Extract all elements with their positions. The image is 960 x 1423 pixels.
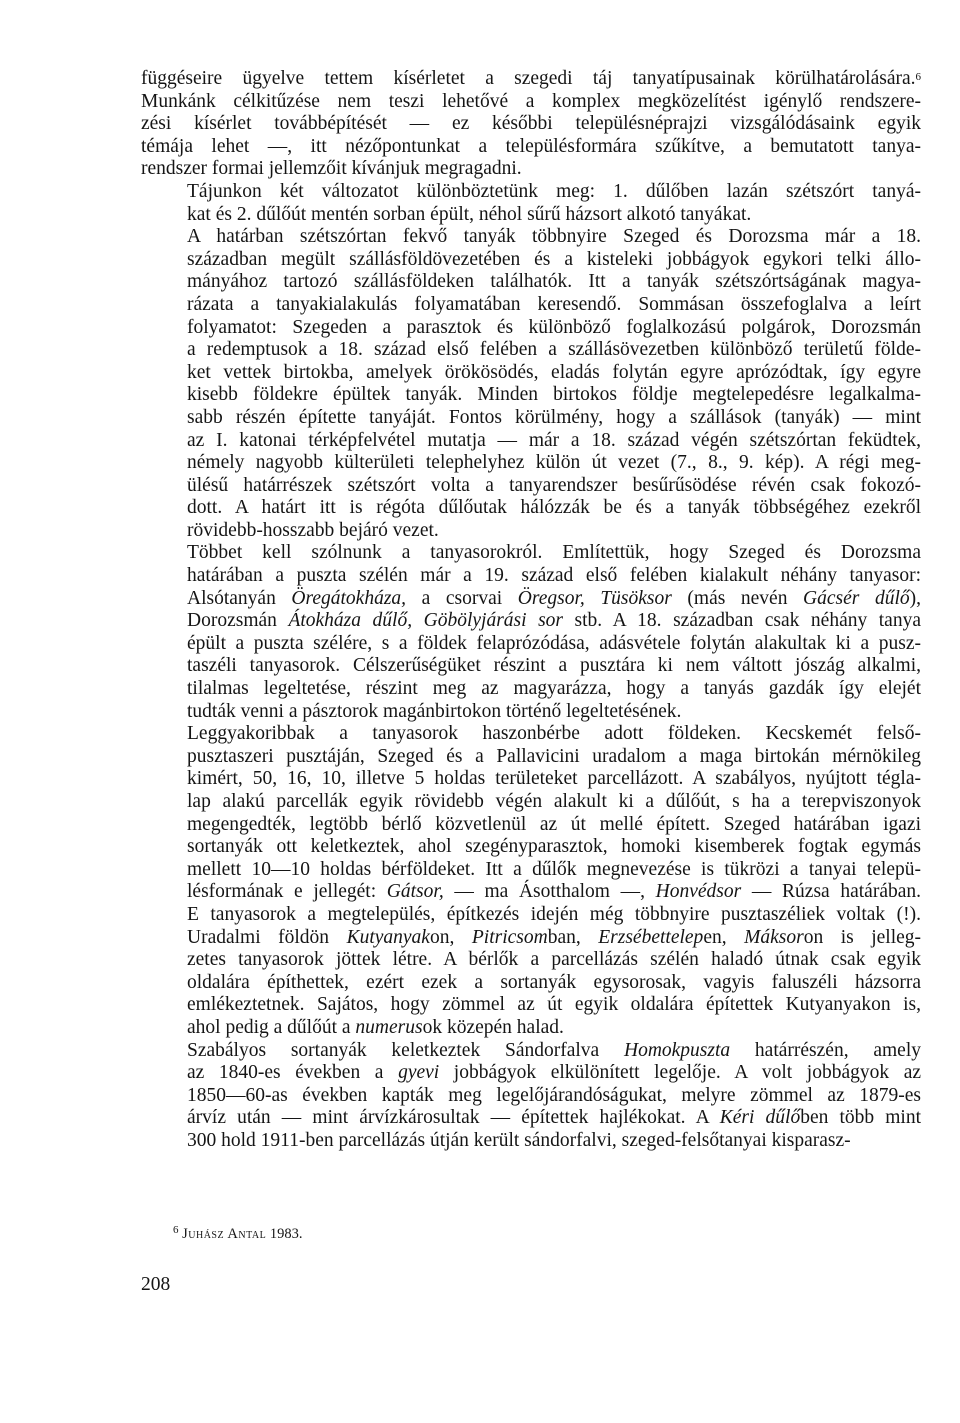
text-run: a csorvai (406, 587, 518, 609)
text-line (141, 972, 921, 995)
text-run: 300 hold 1911-ben parcellázás útján került sándorfalvi, szeged-felsőtanyai kisparasz- (187, 1129, 851, 1151)
text-run: Alsótanyán (187, 587, 292, 609)
text-line (141, 881, 921, 904)
text-run: en, (703, 926, 745, 948)
text-line (141, 565, 921, 588)
text-line (141, 1085, 921, 1108)
text-line (141, 542, 921, 565)
italic-term: Kéri dűlő (719, 1107, 801, 1129)
text-line (141, 701, 921, 724)
text-line (141, 655, 921, 678)
paragraph (141, 723, 921, 1039)
text-line (141, 317, 921, 340)
text-line (141, 294, 921, 317)
text-run: mellett 10—10 holdas bérföldeket. Itt a dűlők megnevezése is tükrözi a tanyai telepü- (187, 858, 921, 880)
text-line (141, 678, 921, 701)
text-run: épült a puszta szélére, s a földek felaprózódása, adásvétele folytán alakultak ki a pusz- (187, 632, 921, 654)
paragraph (141, 542, 921, 723)
text-line (141, 181, 921, 204)
footnote-author: Juhász Antal (182, 1226, 267, 1242)
text-run: mányához tartozó szállásföldeken találhatók. Itt a tanyák szétszórtságának magya- (187, 271, 921, 293)
text-line (141, 339, 921, 362)
text-line (141, 1040, 921, 1063)
text-line (141, 430, 921, 453)
italic-term: Pitricsom (471, 926, 548, 948)
text-run: on is jelleg- (803, 926, 922, 948)
italic-term: Erzsébettelep (598, 926, 704, 948)
paragraph (141, 226, 921, 542)
text-run: tudták venni a pásztorok magánbirtokon történő legeltetésének. (187, 700, 682, 722)
text-run: dott. A határt itt is régóta dűlőutak hálózzák be és a tanyák többségéhez ezekről (187, 497, 921, 519)
text-run: on, (429, 926, 472, 948)
text-run: stb. A 18. században csak néhány tanya (563, 610, 921, 632)
text-line (141, 1130, 921, 1153)
text-line (141, 768, 921, 791)
text-line (141, 226, 921, 249)
text-line (141, 249, 921, 272)
text-line (141, 362, 921, 385)
footnote (173, 1226, 303, 1243)
text-line (141, 452, 921, 475)
text-line (141, 814, 921, 837)
text-run: határrészén, amely (730, 1039, 921, 1061)
italic-term: Öregátokháza, (291, 587, 407, 609)
italic-term: Honvédsor (655, 881, 742, 903)
italic-term: gyevi (398, 1062, 440, 1084)
footnote-year: 1983. (269, 1226, 303, 1242)
text-line (141, 610, 921, 633)
text-line (141, 136, 921, 159)
text-run: sabb részén építette tanyáját. Fontos körülmény, hogy a szállások (tanyák) — mint (187, 406, 921, 428)
text-line (141, 994, 921, 1017)
text-run: rendszer formai jellemzőit kívánjuk megragadni. (141, 158, 522, 180)
text-run: ülésű határrészek szétszórt volta a tanyarendszer besűrűsödése révén csak fokozó- (187, 474, 921, 496)
paragraph (141, 68, 921, 181)
text-run: határában a puszta szélén már a 19. század első felében kialakult néhány tanyasor: (187, 565, 921, 587)
text-run: lésformának e jellegét: (187, 881, 387, 903)
text-line (141, 1017, 921, 1040)
text-line (141, 1062, 921, 1085)
italic-term: Homokpuszta (623, 1039, 731, 1061)
text-run: ahol pedig a dűlőút a (187, 1016, 356, 1038)
text-run: pusztaszeri pusztáján, Szeged és a Pallavicini uradalom a maga birtokán mérnökileg (187, 745, 921, 767)
text-run: az 1840-es években a (187, 1062, 399, 1084)
text-line (141, 633, 921, 656)
text-line (141, 791, 921, 814)
text-run: zési kísérlet továbbépítését — ez későbbi településnéprajzi vizsgálódásaink egyik (141, 113, 921, 135)
text-run: sortanyák ott keletkeztek, ahol szegényparasztok, homoki kisemberek fogtak egymás (187, 836, 921, 858)
text-run: (más nevén (671, 587, 804, 609)
text-run: ben több mint (800, 1107, 922, 1129)
text-run: — ma Ásotthalom —, (443, 881, 656, 903)
text-run: emlékeztetnek. Sajátos, hogy zömmel az út egyik oldalára építettek Kutyanyakon is, (187, 994, 921, 1016)
italic-term: Gátsor, (386, 881, 444, 903)
text-run: Leggyakoribbak a tanyasorok haszonbérbe adott földeken. Kecskemét felső- (187, 723, 921, 745)
text-run: lap alakú parcellák egyik rövidebb végén alakult ki a dűlőút, s ha a terepviszonyok (187, 791, 921, 812)
text-run: némely nagyobb külterületi telephelyhez külön út vezet (7., 8., 9. kép). A régi meg- (187, 452, 921, 474)
text-run: E tanyasorok a megtelepülés, építkezés idején még többnyire pusztaszéliek voltak (!). (187, 903, 921, 925)
text-run: ok közepén halad. (422, 1016, 564, 1038)
footnote-ref: 6 (915, 71, 921, 83)
text-run: Dorozsmán (187, 610, 289, 632)
text-line (141, 520, 921, 543)
italic-term: Kutyanyak (346, 926, 430, 948)
text-run: kisebb földekre épültek tanyák. Minden birtokos földje megtelepedésre legalkalma- (187, 384, 921, 406)
text-line (141, 723, 921, 746)
paragraph (141, 181, 921, 226)
text-run: a redemptusok a 18. század első felében a szállásövezetben különböző területű földe- (187, 339, 921, 361)
text-run: tilalmas legeltetése, részint meg az magyarázza, hogy a tanyás gazdák így elejét (187, 678, 921, 700)
text-run: megengedték, legtöbb bérlő közvetlenül az út mellé épített. Szeged határában igazi (187, 813, 921, 835)
text-line (141, 949, 921, 972)
text-line (141, 113, 921, 136)
text-line (141, 407, 921, 430)
text-run: rövidebb-hosszabb bejáró vezet. (187, 519, 439, 541)
text-run: Többet kell szólnunk a tanyasorokról. Említettük, hogy Szeged és Dorozsma (187, 542, 921, 564)
text-run: 1850—60-as években kapták meg legelőjárandóságukat, melyre zömmel az 1879-es (187, 1084, 921, 1106)
text-line (141, 904, 921, 927)
text-run: az I. katonai térképfelvétel mutatja — már a 18. század végén szétszórtan feküdtek, (187, 429, 921, 451)
text-run: században megült szállásföldövezetében és a kisteleki jobbágyok egykori telki állo- (187, 248, 921, 270)
text-run: jobbágyok elkülönített legelője. A volt jobbágyok az (439, 1062, 922, 1084)
text-line (141, 158, 921, 181)
text-run: rázata a tanyakialakulás folyamatában keresendő. Sommásan összefoglalva a leírt (187, 293, 921, 315)
text-line (141, 91, 921, 114)
text-line (141, 475, 921, 498)
italic-term: Gácsér dűlő (803, 587, 910, 609)
text-run: ket vettek birtokba, amelyek örökösödés, eladás folytán egyre aprózódtak, így egyre (187, 361, 921, 383)
text-line (141, 204, 921, 227)
text-line (141, 1107, 921, 1130)
text-run: ), (909, 587, 921, 609)
text-run: Munkánk célkitűzése nem teszi lehetővé a komplex megközelítést igénylő rendszere- (141, 90, 921, 112)
text-run: A határban szétszórtan fekvő tanyák többnyire Szeged és Dorozsma már a 18. (187, 226, 921, 248)
text-line (141, 927, 921, 950)
text-line (141, 836, 921, 859)
text-line (141, 497, 921, 520)
text-run: témája lehet —, itt nézőpontunkat a településformára szűkítve, a bemutatott tanya- (141, 135, 921, 157)
italic-term: Máksor (744, 926, 804, 948)
text-run: ban, (547, 926, 599, 948)
italic-term: numerus (355, 1016, 423, 1038)
text-run: Szabályos sortanyák keletkeztek Sándorfalva (187, 1039, 624, 1061)
italic-term: Öregsor, Tüsöksor (517, 587, 672, 609)
text-run: folyamatot: Szegeden a parasztok és különböző foglalkozású polgárok, Dorozsmán (187, 316, 921, 338)
main-text (141, 68, 921, 1153)
text-run: Tájunkon két változatot különböztetünk meg: 1. dűlőben lazán szétszórt tanyá- (187, 180, 921, 202)
text-line (141, 271, 921, 294)
text-run: Uradalmi földön (187, 926, 347, 948)
text-run: — Rúzsa határában. (741, 881, 921, 903)
text-run: oldalára építhettek, ezért ezek a sortanyák egysorosak, vagyis faluszéli házsorra (187, 971, 921, 993)
text-run: árvíz után — mint árvízkárosultak — építettek hajlékokat. A (187, 1107, 720, 1129)
text-run: kimért, 50, 16, 10, illetve 5 holdas területeket parcellázott. A szabályos, nyújtott tégla- (187, 768, 921, 790)
italic-term: Átokháza dűlő, Göbölyjárási sor (288, 610, 564, 632)
text-run: függéseire ügyelve tettem kísérletet a szegedi táj tanyatípusainak körülhatárolására. (141, 68, 916, 89)
footnote-mark: 6 (173, 1224, 179, 1236)
text-line (141, 68, 921, 91)
text-line (141, 384, 921, 407)
paragraph (141, 1040, 921, 1153)
text-line (141, 859, 921, 882)
text-run: taszéli tanyasorok. Célszerűségüket részint a pusztára ki nem váltott jószág alkalmi, (187, 655, 921, 677)
text-line (141, 746, 921, 769)
text-run: zetes tanyasorok jöttek létre. A bérlők a parcellázás szélén haladó útnak csak egyik (187, 949, 921, 971)
page-number: 208 (141, 1274, 171, 1295)
text-run: kat és 2. dűlőút mentén sorban épült, néhol sűrű házsort alkotó tanyákat. (187, 203, 752, 225)
text-line (141, 588, 921, 611)
